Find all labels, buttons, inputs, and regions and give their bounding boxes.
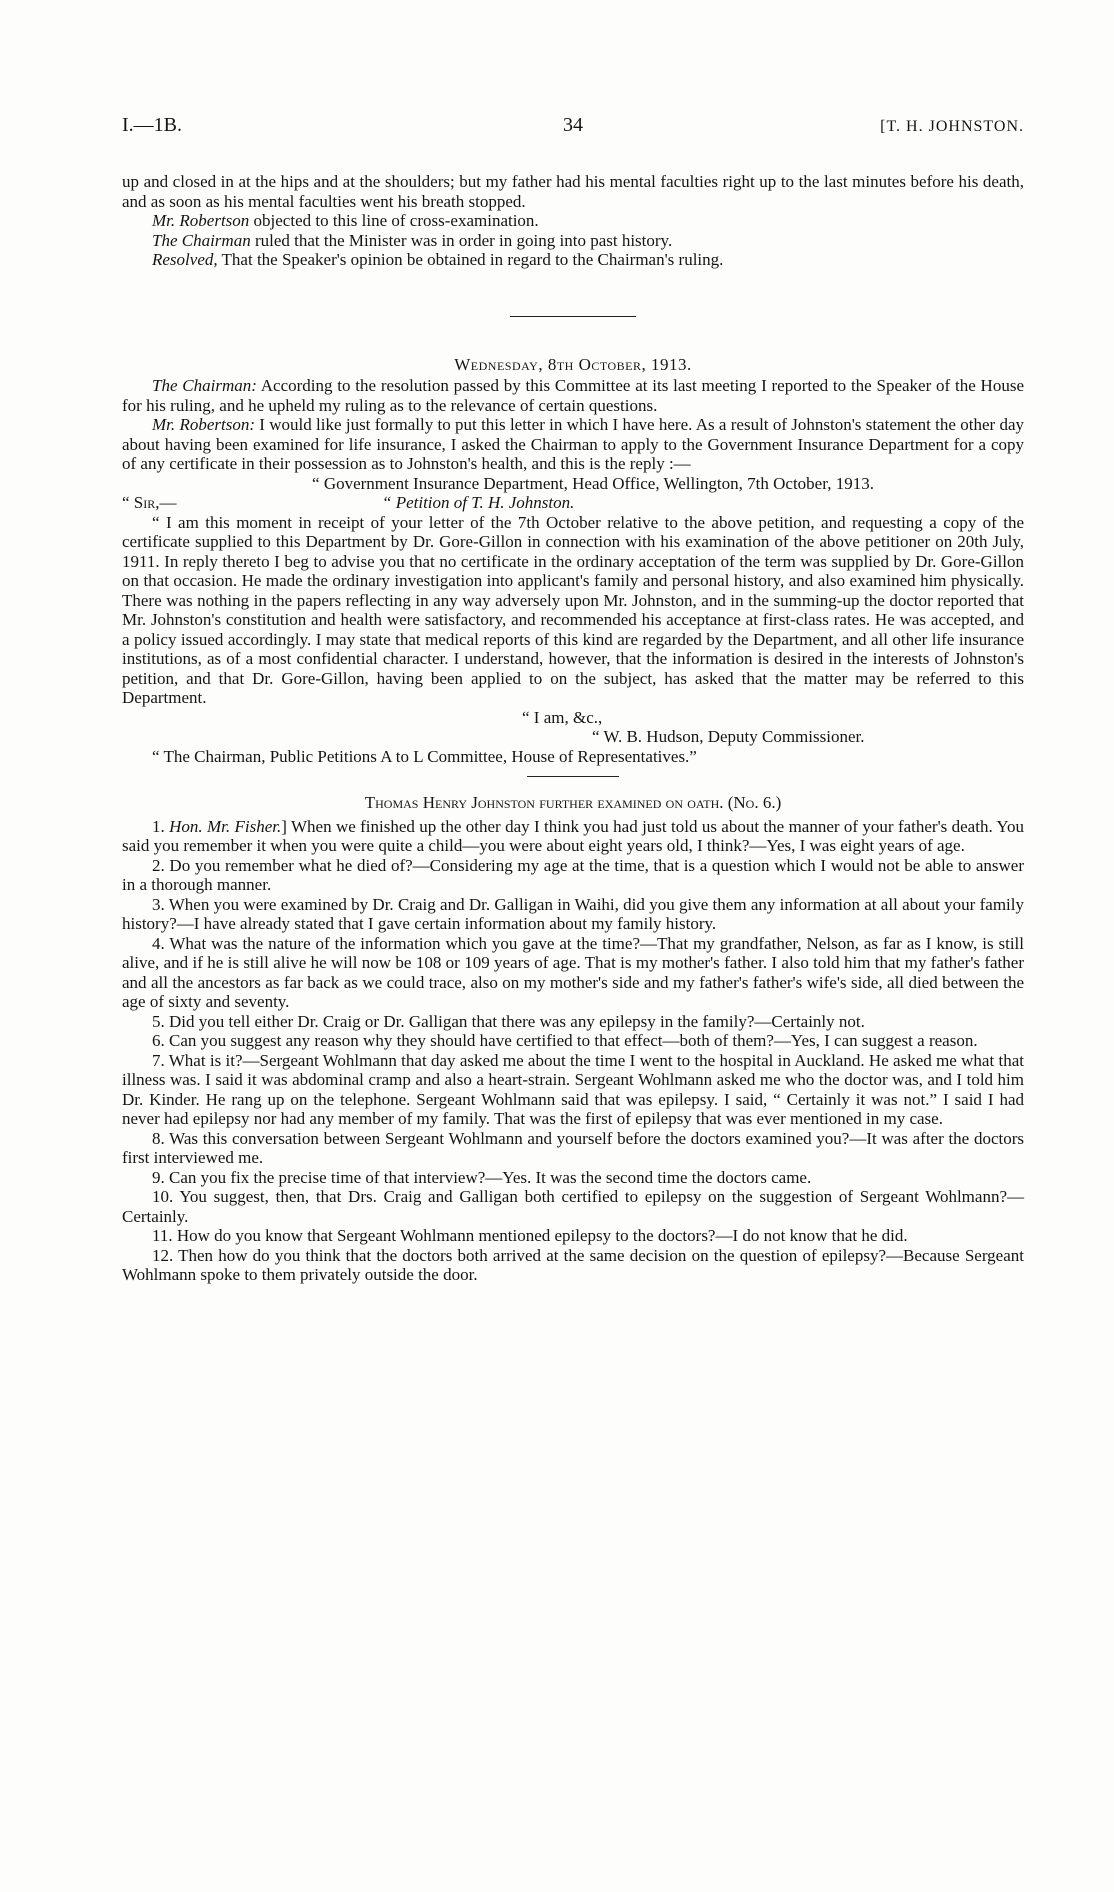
question-1: 1. Hon. Mr. Fisher.] When we finished up the other day I think you had just told us about the manner of your father's death. You said you remember it when you were quite a child—you were about eight years old, I think?—Yes, I was eight years of age. [122, 816, 1025, 855]
letter-heading [122, 493, 1024, 513]
speaker-name: The Chairman: [152, 376, 257, 395]
intro-paragraph-chairman: The Chairman ruled that the Minister was in order in going into past history. [152, 230, 673, 250]
question-11: 11. How do you know that Sergeant Wohlmann mentioned epilepsy to the doctors?—I do not know that he did. [152, 1226, 908, 1245]
question-3: 3. When you were examined by Dr. Craig and Dr. Galligan in Waihi, did you give them any information at all about your family history?—I have already stated that I gave certain information about my family history. [122, 894, 1024, 933]
letter-addressee: “ The Chairman, Public Petitions A to L Committee, House of Representatives.” [152, 746, 697, 766]
section-divider [527, 776, 619, 777]
question-10: 10. You suggest, then, that Drs. Craig and Galligan both certified to epilepsy on the suggestion of Sergeant Wohlmann?—Certainly. [122, 1187, 1024, 1226]
examination-heading: Thomas Henry Johnston further examined on oath. (No. 6.) [364, 793, 782, 812]
letter-address: “ Government Insurance Department, Head Office, Wellington, 7th October, 1913. [312, 473, 874, 493]
chairman-statement: The Chairman: According to the resolution passed by this Committee at its last meeting I reported to the Speaker of the House for his ruling, and he upheld my ruling as to the relevance of certain questions. [122, 376, 1024, 415]
speaker-name: Mr. Robertson [152, 211, 250, 230]
intro-paragraph-robertson: Mr. Robertson objected to this line of cross-examination. [152, 211, 539, 230]
resolution-label: Resolved, [152, 250, 218, 269]
document-body [122, 172, 1024, 1285]
running-header [122, 116, 1024, 137]
letter-body: “ I am this moment in receipt of your letter of the 7th October relative to the above petition, and requesting a copy of the certificate supplied to this Department by Dr. Gore-Gillon in connection with his examination of the above petitioner on 20th July, 1911. In reply thereto I beg to advise you that no certificate in the ordinary acceptation of the term was supplied by Dr. Gore-Gillon on that occasion. He made the ordinary investigation into applicant's family and personal history, and also examined him physically. There was nothing in the papers reflecting in any way adversely upon Mr. Johnston, and in the summing-up the doctor reported that Mr. Johnston's constitution and health were satisfactory, and recommended his acceptance at first-class rates. He was accepted, and a policy issued accordingly. I may state that medical reports of this kind are regarded by the Department, and all other life insurance institutions, as of a most confidential character. I understand, however, that the information is desired in the interests of Johnston's petition, and that Dr. Gore-Gillon, having been applied to on the subject, has asked that the matter may be referred to this Department. [122, 512, 1024, 707]
question-12: 12. Then how do you think that the doctors both arrived at the same decision on the question of epilepsy?—Because Sergeant Wohlmann spoke to them privately outside the door. [122, 1245, 1024, 1284]
question-2: 2. Do you remember what he died of?—Considering my age at the time, that is a question which I would not be able to answer in a thorough manner. [122, 855, 1024, 894]
session-date: Wednesday, 8th October, 1913. [454, 354, 692, 374]
intro-paragraph-resolved: Resolved, That the Speaker's opinion be obtained in regard to the Chairman's ruling. [152, 250, 724, 269]
section-divider [510, 316, 636, 317]
question-7: 7. What is it?—Sergeant Wohlmann that day asked me about the time I went to the hospital in Auckland. He asked me what that illness was. I said it was abdominal cramp and also a heart-strain. Sergeant Wohlmann asked me who the doctor was, and I told him Dr. Kinder. He rang up on the telephone. Sergeant Wohlmann said that was epilepsy. I said, “ Certainly it was not.” I said I had never had epilepsy nor had any member of my family. That was the first of epilepsy that was ever mentioned in my case. [122, 1050, 1024, 1128]
letter-closing: “ I am, &c., [522, 707, 603, 727]
letter-salutation: “ Sir,— [122, 493, 177, 512]
question-4: 4. What was the nature of the information which you gave at the time?—That my grandfather, Nelson, as far as I know, is still alive, and if he is still alive he will now be 108 or 109 years of age. That is my mother's father. I also told him that my father's father and all the ancestors as far back as we could trace, also on my mother's side and my father's father's wife's side, all died between the age of sixty and seventy. [122, 933, 1024, 1011]
continued-paragraph: up and closed in at the hips and at the shoulders; but my father had his mental faculties right up to the last minutes before his death, and as soon as his mental faculties went his breath stopped. [122, 172, 1024, 211]
letter-subject: “ Petition of T. H. Johnston. [382, 493, 575, 512]
question-8: 8. Was this conversation between Sergeant Wohlmann and yourself before the doctors examined you?—It was after the doctors first interviewed me. [122, 1128, 1024, 1167]
speaker-name: The Chairman [152, 230, 251, 250]
speaker-name: Mr. Robertson: [152, 415, 255, 434]
letter-signature: “ W. B. Hudson, Deputy Commissioner. [592, 727, 865, 746]
speaker-name: Hon. Mr. Fisher. [169, 816, 282, 836]
page-number: 34 [563, 114, 583, 136]
running-title: [T. H. JOHNSTON. [880, 118, 1024, 135]
question-6: 6. Can you suggest any reason why they should have certified to that effect—both of them?—Yes, I can suggest a reason. [152, 1031, 978, 1050]
robertson-statement: Mr. Robertson: I would like just formally to put this letter in which I have here. As a result of Johnston's statement the other day about having been examined for life insurance, I asked the Chairman to apply to the Government Insurance Department for a copy of any certificate in their possession as to Johnston's health, and this is the reply :— [122, 415, 1024, 473]
paper-reference: I.—1B. [122, 114, 182, 136]
question-9: 9. Can you fix the precise time of that interview?—Yes. It was the second time the doctors came. [152, 1167, 812, 1187]
question-5: 5. Did you tell either Dr. Craig or Dr. Galligan that there was any epilepsy in the family?—Certainly not. [152, 1011, 865, 1031]
